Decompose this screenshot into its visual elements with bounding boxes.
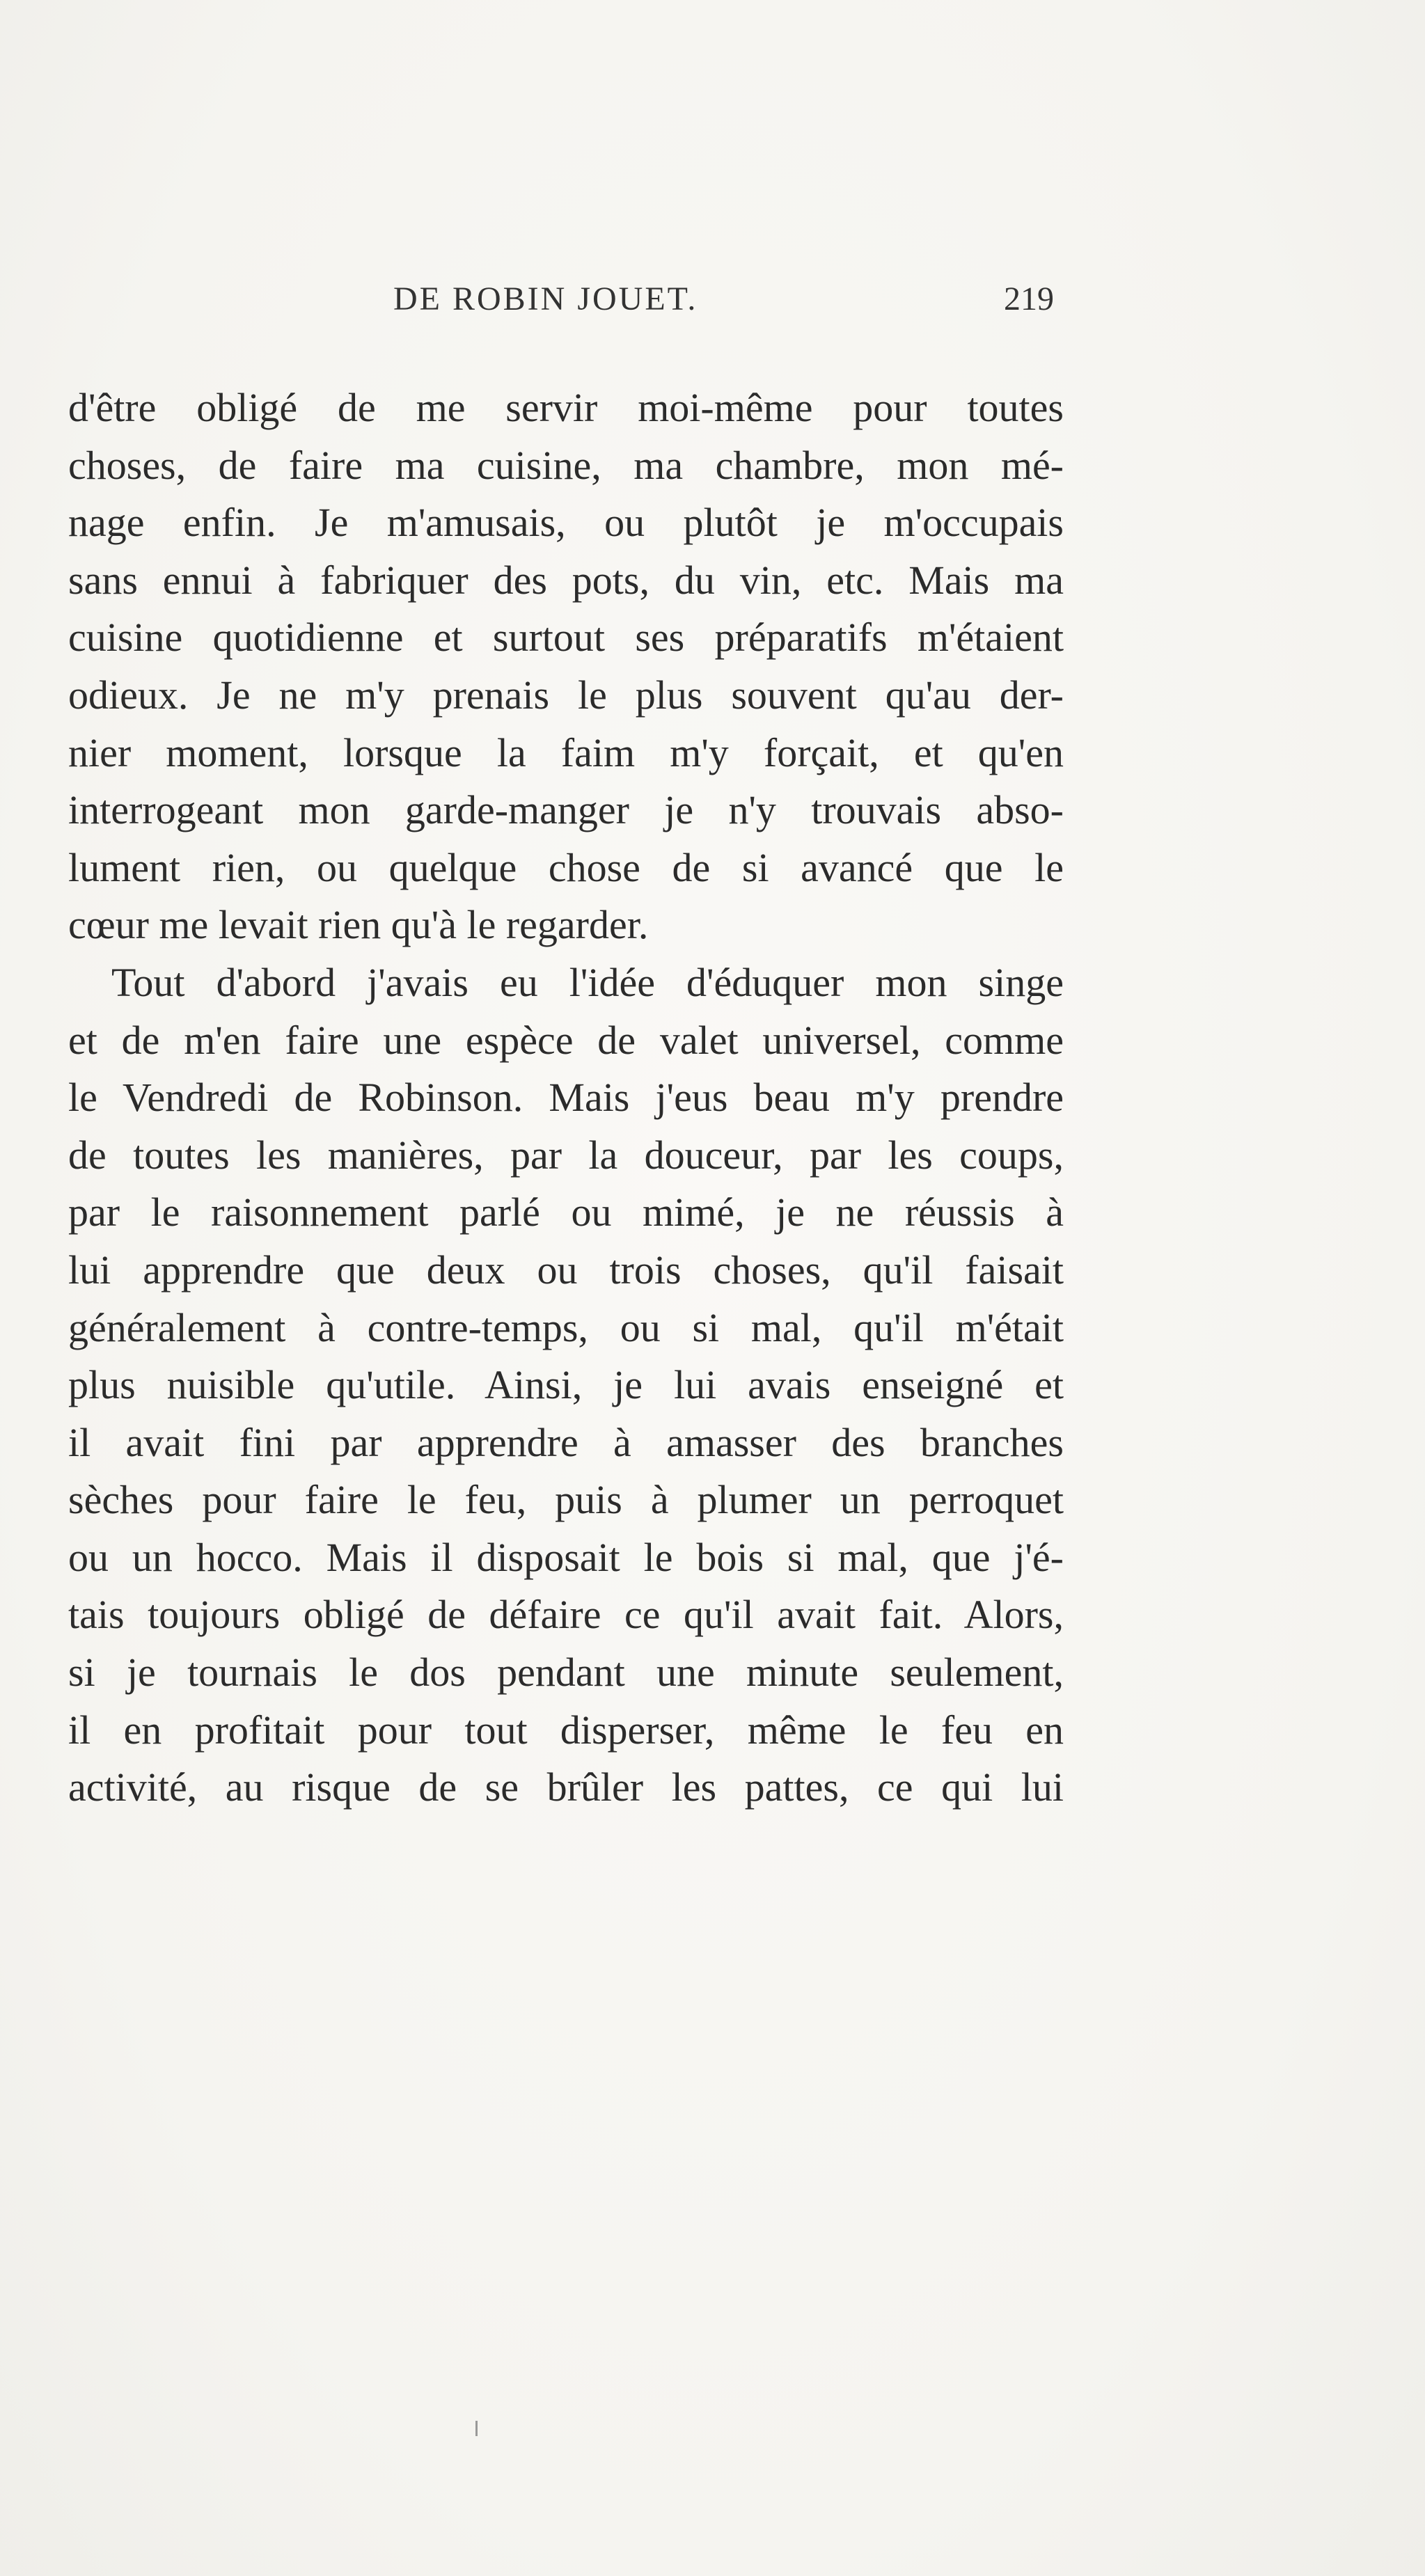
text-line: si je tournais le dos pendant une minute seulement,	[68, 1650, 1064, 1696]
text-line: interrogeant mon garde-manger je n'y trouvais abso-	[68, 787, 1064, 833]
paragraph-last-line: cœur me levait rien qu'à le regarder.	[68, 902, 649, 948]
text-line: nier moment, lorsque la faim m'y forçait, et qu'en	[68, 729, 1064, 775]
text-line: tais toujours obligé de défaire ce qu'il avait fait. Alors,	[68, 1592, 1064, 1638]
text-line: sèches pour faire le feu, puis à plumer un perroquet	[68, 1477, 1064, 1523]
text-line: odieux. Je ne m'y prenais le plus souvent qu'au der-	[68, 672, 1064, 718]
text-line: activité, au risque de se brûler les pattes, ce qui lui	[68, 1764, 1064, 1810]
text-line: il avait fini par apprendre à amasser des branches	[68, 1419, 1064, 1465]
text-line: cuisine quotidienne et surtout ses préparatifs m'étaient	[68, 615, 1064, 661]
text-line: de toutes les manières, par la douceur, par les coups,	[68, 1132, 1064, 1178]
text-line: par le raisonnement parlé ou mimé, je ne réussis à	[68, 1190, 1064, 1235]
running-title: DE ROBIN JOUET.	[393, 280, 698, 317]
page-number: 219	[1004, 280, 1054, 317]
body-text	[68, 379, 1064, 1817]
text-line: d'être obligé de me servir moi-même pour toutes	[68, 385, 1064, 430]
text-line: et de m'en faire une espèce de valet universel, comme	[68, 1017, 1064, 1063]
stray-ink-mark	[475, 2421, 478, 2436]
text-line: généralement à contre-temps, ou si mal, qu'il m'était	[68, 1304, 1064, 1350]
text-line: lument rien, ou quelque chose de si avancé que le	[68, 844, 1064, 890]
text-line: nage enfin. Je m'amusais, ou plutôt je m'occupais	[68, 500, 1064, 546]
text-line: sans ennui à fabriquer des pots, du vin, etc. Mais ma	[68, 557, 1064, 603]
text-line: choses, de faire ma cuisine, ma chambre, mon mé-	[68, 442, 1064, 488]
text-line: le Vendredi de Robinson. Mais j'eus beau m'y prendre	[68, 1075, 1064, 1121]
text-line: il en profitait pour tout disperser, même le feu en	[68, 1707, 1064, 1753]
text-line: plus nuisible qu'utile. Ainsi, je lui avais enseigné et	[68, 1362, 1064, 1408]
text-line: ou un hocco. Mais il disposait le bois si mal, que j'é-	[68, 1534, 1064, 1580]
paragraph-first-line: Tout d'abord j'avais eu l'idée d'éduquer mon singe	[111, 959, 1064, 1005]
text-line: lui apprendre que deux ou trois choses, qu'il faisait	[68, 1247, 1064, 1293]
